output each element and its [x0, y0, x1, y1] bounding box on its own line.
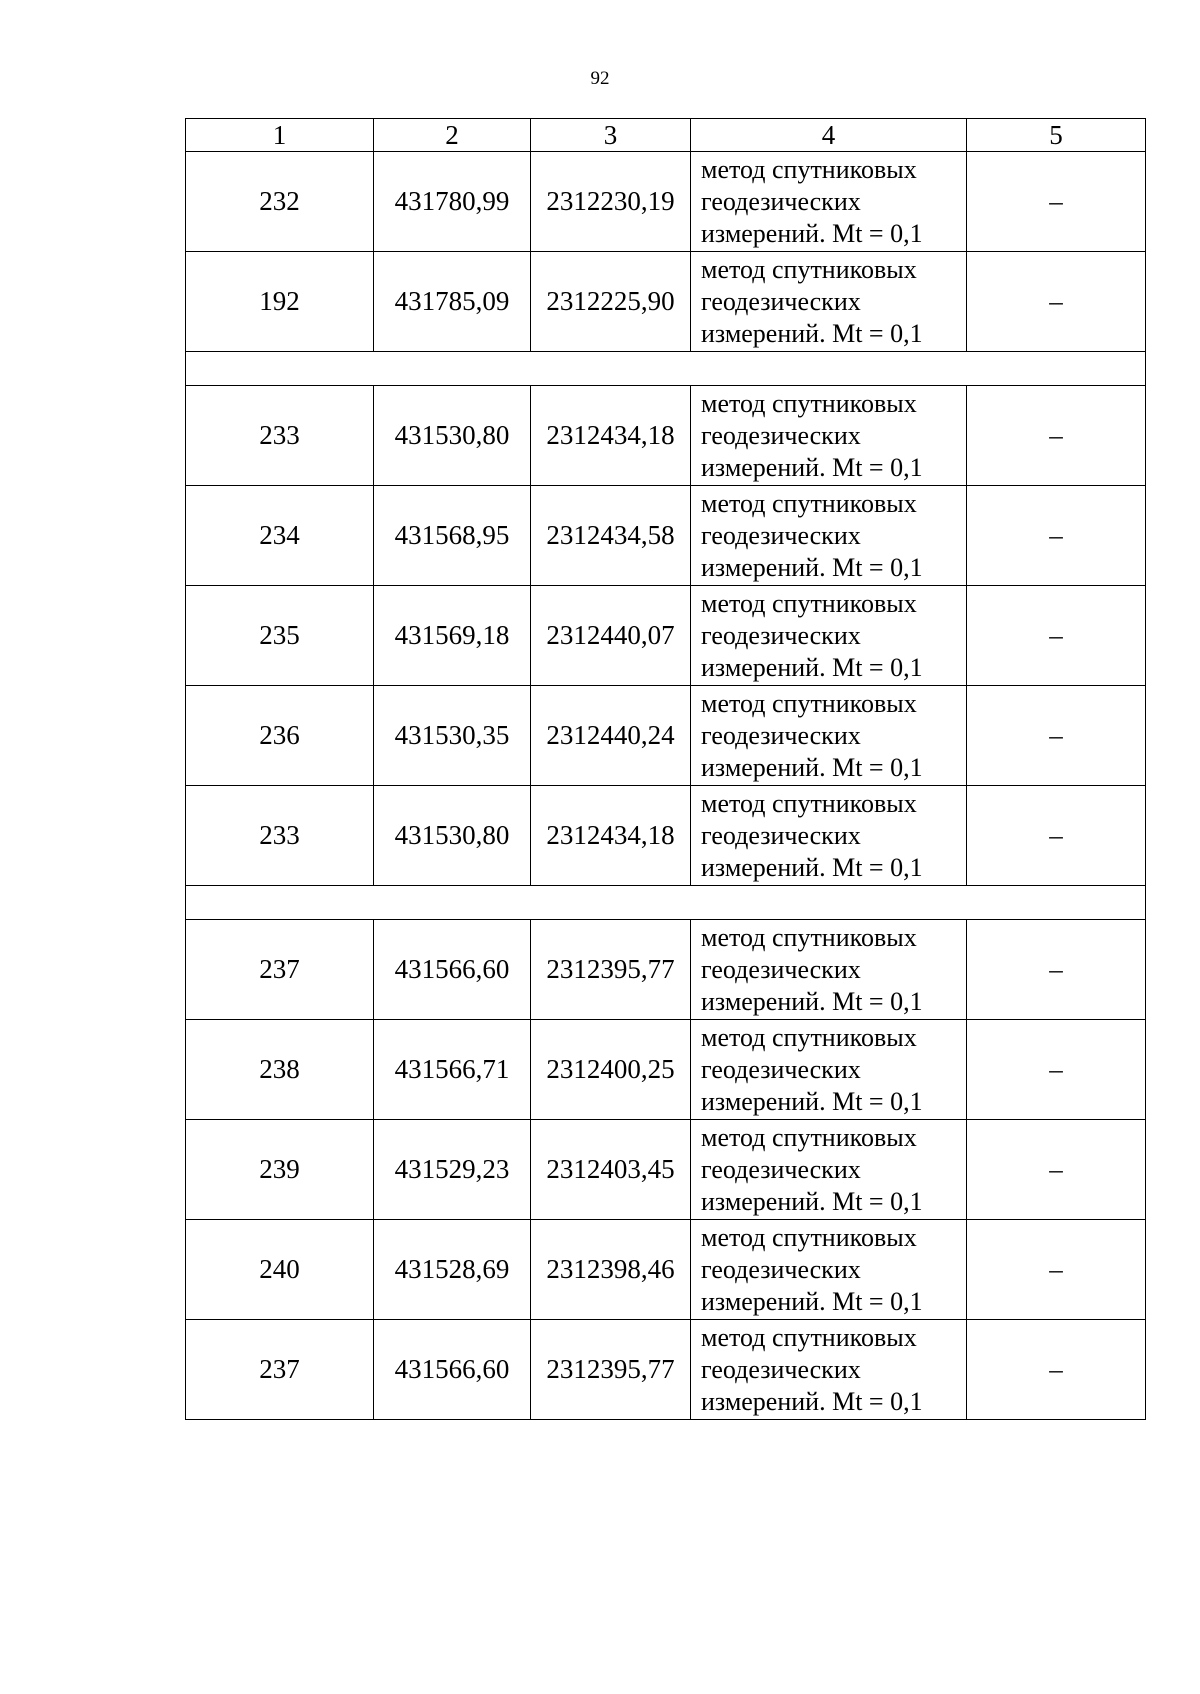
method-line-1: метод спутниковых: [701, 1222, 917, 1252]
method-line-1: метод спутниковых: [701, 154, 917, 184]
method-line-1: метод спутниковых: [701, 388, 917, 418]
x-coordinate-cell: 431530,80: [374, 786, 531, 886]
method-cell: [691, 1120, 967, 1220]
method-line-1: метод спутниковых: [701, 1322, 917, 1352]
y-coordinate-cell: 2312434,18: [531, 786, 691, 886]
method-line-3: измерений. Mt = 0,1: [701, 218, 923, 248]
method-line-3: измерений. Mt = 0,1: [701, 752, 923, 782]
x-coordinate-cell: 431566,71: [374, 1020, 531, 1120]
x-coordinate-cell: 431568,95: [374, 486, 531, 586]
y-coordinate-cell: 2312434,18: [531, 386, 691, 486]
point-number-cell: 236: [186, 686, 374, 786]
page-number: 92: [590, 68, 610, 89]
y-coordinate-cell: 2312440,24: [531, 686, 691, 786]
table-row: [186, 252, 1146, 352]
method-line-2: геодезических: [701, 286, 861, 316]
group-separator-row: [186, 886, 1146, 920]
point-number-cell: 192: [186, 252, 374, 352]
method-cell: [691, 920, 967, 1020]
y-coordinate-cell: 2312395,77: [531, 1320, 691, 1420]
note-cell: –: [967, 1320, 1146, 1420]
method-line-1: метод спутниковых: [701, 254, 917, 284]
method-line-2: геодезических: [701, 420, 861, 450]
method-line-1: метод спутниковых: [701, 488, 917, 518]
y-coordinate-cell: 2312398,46: [531, 1220, 691, 1320]
header-cell-4: 4: [691, 119, 967, 152]
method-cell: [691, 586, 967, 686]
point-number-cell: 237: [186, 1320, 374, 1420]
note-cell: –: [967, 786, 1146, 886]
x-coordinate-cell: 431780,99: [374, 152, 531, 252]
header-cell-3: 3: [531, 119, 691, 152]
point-number-cell: 234: [186, 486, 374, 586]
x-coordinate-cell: 431566,60: [374, 1320, 531, 1420]
x-coordinate-cell: 431569,18: [374, 586, 531, 686]
note-cell: –: [967, 386, 1146, 486]
table-row: [186, 786, 1146, 886]
table-row: [186, 1220, 1146, 1320]
note-cell: –: [967, 920, 1146, 1020]
method-line-3: измерений. Mt = 0,1: [701, 986, 923, 1016]
group-separator-cell: [186, 352, 1146, 386]
method-line-3: измерений. Mt = 0,1: [701, 318, 923, 348]
method-line-2: геодезических: [701, 1154, 861, 1184]
point-number-cell: 239: [186, 1120, 374, 1220]
method-line-2: геодезических: [701, 1254, 861, 1284]
method-cell: [691, 786, 967, 886]
method-line-1: метод спутниковых: [701, 1122, 917, 1152]
method-cell: [691, 686, 967, 786]
method-line-1: метод спутниковых: [701, 688, 917, 718]
table-row: [186, 386, 1146, 486]
coordinates-table: [185, 118, 1146, 1420]
note-cell: –: [967, 1220, 1146, 1320]
table-row: [186, 486, 1146, 586]
y-coordinate-cell: 2312400,25: [531, 1020, 691, 1120]
method-line-1: метод спутниковых: [701, 788, 917, 818]
method-line-2: геодезических: [701, 186, 861, 216]
method-line-2: геодезических: [701, 520, 861, 550]
method-line-3: измерений. Mt = 0,1: [701, 652, 923, 682]
method-line-2: геодезических: [701, 820, 861, 850]
method-cell: [691, 386, 967, 486]
x-coordinate-cell: 431529,23: [374, 1120, 531, 1220]
y-coordinate-cell: 2312403,45: [531, 1120, 691, 1220]
method-cell: [691, 1320, 967, 1420]
table-row: [186, 920, 1146, 1020]
table-row: [186, 1120, 1146, 1220]
group-separator-cell: [186, 886, 1146, 920]
x-coordinate-cell: 431785,09: [374, 252, 531, 352]
y-coordinate-cell: 2312395,77: [531, 920, 691, 1020]
note-cell: –: [967, 152, 1146, 252]
y-coordinate-cell: 2312434,58: [531, 486, 691, 586]
x-coordinate-cell: 431528,69: [374, 1220, 531, 1320]
method-line-2: геодезических: [701, 1354, 861, 1384]
point-number-cell: 232: [186, 152, 374, 252]
method-line-3: измерений. Mt = 0,1: [701, 452, 923, 482]
method-line-2: геодезических: [701, 620, 861, 650]
group-separator-row: [186, 352, 1146, 386]
method-line-1: метод спутниковых: [701, 1022, 917, 1052]
method-line-3: измерений. Mt = 0,1: [701, 852, 923, 882]
y-coordinate-cell: 2312230,19: [531, 152, 691, 252]
note-cell: –: [967, 486, 1146, 586]
note-cell: –: [967, 686, 1146, 786]
note-cell: –: [967, 1120, 1146, 1220]
header-cell-5: 5: [967, 119, 1146, 152]
point-number-cell: 240: [186, 1220, 374, 1320]
method-line-3: измерений. Mt = 0,1: [701, 1386, 923, 1416]
method-line-3: измерений. Mt = 0,1: [701, 1086, 923, 1116]
x-coordinate-cell: 431566,60: [374, 920, 531, 1020]
table-row: [186, 1020, 1146, 1120]
method-cell: [691, 486, 967, 586]
x-coordinate-cell: 431530,80: [374, 386, 531, 486]
point-number-cell: 237: [186, 920, 374, 1020]
note-cell: –: [967, 586, 1146, 686]
table-row: [186, 686, 1146, 786]
point-number-cell: 238: [186, 1020, 374, 1120]
method-line-3: измерений. Mt = 0,1: [701, 552, 923, 582]
method-cell: [691, 1220, 967, 1320]
table-row: [186, 152, 1146, 252]
header-cell-1: 1: [186, 119, 374, 152]
table-row: [186, 1320, 1146, 1420]
y-coordinate-cell: 2312440,07: [531, 586, 691, 686]
method-line-1: метод спутниковых: [701, 922, 917, 952]
table-body: [186, 119, 1146, 1420]
method-cell: [691, 152, 967, 252]
note-cell: –: [967, 252, 1146, 352]
table-row: [186, 586, 1146, 686]
method-line-2: геодезических: [701, 1054, 861, 1084]
point-number-cell: 233: [186, 386, 374, 486]
x-coordinate-cell: 431530,35: [374, 686, 531, 786]
method-line-3: измерений. Mt = 0,1: [701, 1286, 923, 1316]
y-coordinate-cell: 2312225,90: [531, 252, 691, 352]
note-cell: –: [967, 1020, 1146, 1120]
point-number-cell: 235: [186, 586, 374, 686]
method-line-3: измерений. Mt = 0,1: [701, 1186, 923, 1216]
method-line-2: геодезических: [701, 954, 861, 984]
method-cell: [691, 252, 967, 352]
method-line-2: геодезических: [701, 720, 861, 750]
header-row: [186, 119, 1146, 152]
method-cell: [691, 1020, 967, 1120]
header-cell-2: 2: [374, 119, 531, 152]
point-number-cell: 233: [186, 786, 374, 886]
method-line-1: метод спутниковых: [701, 588, 917, 618]
